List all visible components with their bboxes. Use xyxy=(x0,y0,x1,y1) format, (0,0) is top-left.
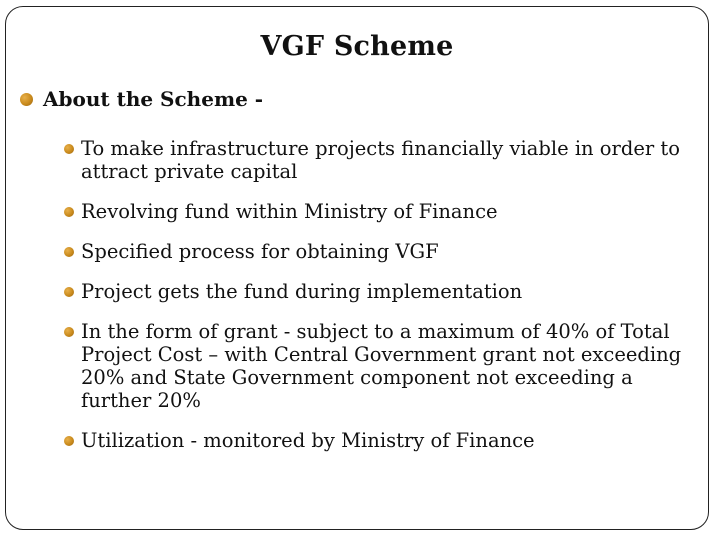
list-item xyxy=(64,320,704,412)
section-heading-text: About the Scheme - xyxy=(43,87,264,111)
bullet-icon xyxy=(64,287,74,297)
bullet-icon xyxy=(20,93,33,106)
bullet-icon xyxy=(64,207,74,217)
list-item xyxy=(64,280,704,303)
bullet-icon xyxy=(64,327,74,337)
list-item xyxy=(64,137,704,183)
list-item-text: To make infrastructure projects financially viable in order to attract private capital xyxy=(81,137,680,183)
list-item-text: Specified process for obtaining VGF xyxy=(81,240,439,263)
bullet-icon xyxy=(64,436,74,446)
slide-title: VGF Scheme xyxy=(260,31,454,62)
bullet-icon xyxy=(64,247,74,257)
list-item-text: Project gets the fund during implementation xyxy=(81,280,523,303)
bullet-icon xyxy=(64,144,74,154)
list-item-text: Revolving fund within Ministry of Finance xyxy=(81,200,498,223)
list-item-text: In the form of grant - subject to a maximum of 40% of Total Project Cost – with Central Government grant not exceeding 20% and State Government component not exceeding a further 20% xyxy=(81,320,682,412)
list-item xyxy=(64,240,704,263)
list-item xyxy=(64,200,704,223)
list-item-text: Utilization - monitored by Ministry of Finance xyxy=(81,429,535,452)
point-list xyxy=(64,137,704,469)
section-heading xyxy=(20,87,263,111)
list-item xyxy=(64,429,704,452)
slide xyxy=(5,6,709,530)
